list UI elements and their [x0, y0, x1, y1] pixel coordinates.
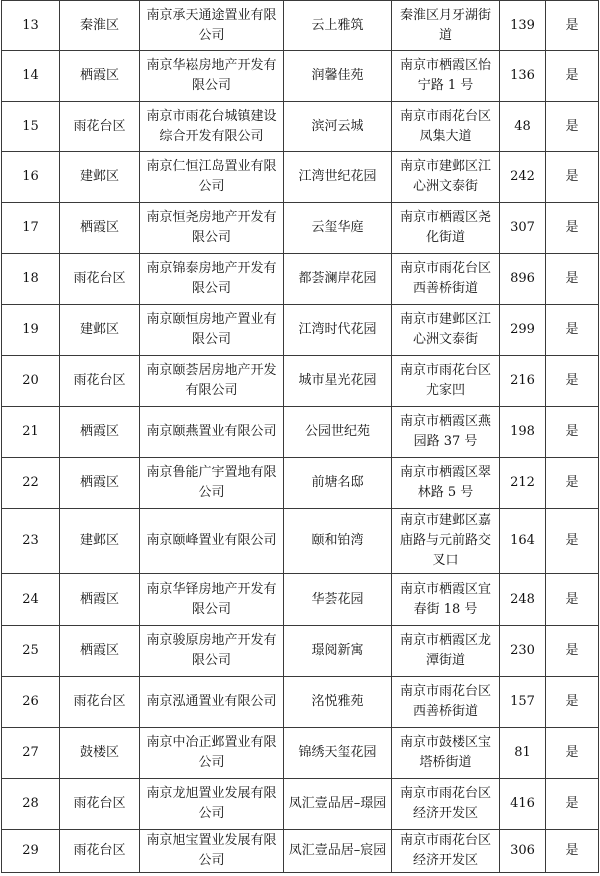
- table-row: [2, 305, 599, 356]
- developer-cell: 南京旭宝置业发展有限公司: [140, 830, 284, 873]
- developer-cell: 南京市雨花台城镇建设综合开发有限公司: [140, 102, 284, 152]
- developer-cell: 南京中冶正邺置业有限公司: [140, 728, 284, 779]
- table-row: [2, 728, 599, 779]
- district-cell: 雨花台区: [60, 254, 140, 305]
- housing-project-table: [1, 0, 599, 873]
- project-name-cell: 江湾世纪花园: [284, 152, 392, 203]
- status-cell: 是: [546, 574, 599, 626]
- district-cell: 建邺区: [60, 509, 140, 574]
- project-name-cell: 云上雅筑: [284, 1, 392, 51]
- project-name-cell: 城市星光花园: [284, 356, 392, 407]
- status-cell: 是: [546, 152, 599, 203]
- units-cell: 248: [500, 574, 546, 626]
- developer-cell: 南京华铎房地产开发有限公司: [140, 574, 284, 626]
- row-number-cell: 22: [2, 458, 60, 509]
- status-cell: 是: [546, 779, 599, 830]
- location-cell: 南京市雨花台区经济开发区: [392, 830, 500, 873]
- units-cell: 299: [500, 305, 546, 356]
- table-row: [2, 407, 599, 458]
- table-row: [2, 356, 599, 407]
- district-cell: 雨花台区: [60, 102, 140, 152]
- location-cell: 南京市雨花台区尤家凹: [392, 356, 500, 407]
- row-number-cell: 16: [2, 152, 60, 203]
- developer-cell: 南京龙旭置业发展有限公司: [140, 779, 284, 830]
- row-number-cell: 28: [2, 779, 60, 830]
- location-cell: 南京市雨花台区西善桥街道: [392, 677, 500, 728]
- district-cell: 雨花台区: [60, 830, 140, 873]
- location-cell: 南京市栖霞区燕园路 37 号: [392, 407, 500, 458]
- project-name-cell: 公园世纪苑: [284, 407, 392, 458]
- developer-cell: 南京泓通置业有限公司: [140, 677, 284, 728]
- units-cell: 242: [500, 152, 546, 203]
- row-number-cell: 13: [2, 1, 60, 51]
- units-cell: 416: [500, 779, 546, 830]
- table-row: [2, 254, 599, 305]
- status-cell: 是: [546, 458, 599, 509]
- developer-cell: 南京骏原房地产开发有限公司: [140, 626, 284, 677]
- project-name-cell: 前塘名邸: [284, 458, 392, 509]
- row-number-cell: 26: [2, 677, 60, 728]
- location-cell: 秦淮区月牙湖街道: [392, 1, 500, 51]
- location-cell: 南京市建邺区江心洲文泰街: [392, 305, 500, 356]
- project-name-cell: 云玺华庭: [284, 203, 392, 254]
- table-row: [2, 574, 599, 626]
- status-cell: 是: [546, 509, 599, 574]
- project-name-cell: 江湾时代花园: [284, 305, 392, 356]
- status-cell: 是: [546, 102, 599, 152]
- developer-cell: 南京颐燕置业有限公司: [140, 407, 284, 458]
- location-cell: 南京市雨花台区凤集大道: [392, 102, 500, 152]
- row-number-cell: 25: [2, 626, 60, 677]
- units-cell: 81: [500, 728, 546, 779]
- project-name-cell: 凤汇壹品居–璟园: [284, 779, 392, 830]
- developer-cell: 南京颐荟居房地产开发有限公司: [140, 356, 284, 407]
- units-cell: 198: [500, 407, 546, 458]
- project-name-cell: 璟阅新寓: [284, 626, 392, 677]
- row-number-cell: 27: [2, 728, 60, 779]
- location-cell: 南京市雨花台区经济开发区: [392, 779, 500, 830]
- status-cell: 是: [546, 407, 599, 458]
- table-body: [2, 1, 599, 873]
- developer-cell: 南京恒尧房地产开发有限公司: [140, 203, 284, 254]
- project-name-cell: 锦绣天玺花园: [284, 728, 392, 779]
- district-cell: 栖霞区: [60, 407, 140, 458]
- row-number-cell: 19: [2, 305, 60, 356]
- row-number-cell: 20: [2, 356, 60, 407]
- developer-cell: 南京颐峰置业有限公司: [140, 509, 284, 574]
- table-row: [2, 830, 599, 873]
- project-name-cell: 润馨佳苑: [284, 51, 392, 102]
- district-cell: 栖霞区: [60, 458, 140, 509]
- row-number-cell: 17: [2, 203, 60, 254]
- developer-cell: 南京华崧房地产开发有限公司: [140, 51, 284, 102]
- units-cell: 212: [500, 458, 546, 509]
- district-cell: 栖霞区: [60, 203, 140, 254]
- location-cell: 南京市建邺区嘉庙路与元前路交叉口: [392, 509, 500, 574]
- location-cell: 南京市雨花台区西善桥街道: [392, 254, 500, 305]
- district-cell: 建邺区: [60, 305, 140, 356]
- project-name-cell: 滨河云城: [284, 102, 392, 152]
- table-row: [2, 509, 599, 574]
- table-row: [2, 51, 599, 102]
- location-cell: 南京市栖霞区怡宁路 1 号: [392, 51, 500, 102]
- table-row: [2, 626, 599, 677]
- district-cell: 栖霞区: [60, 51, 140, 102]
- developer-cell: 南京仁恒江岛置业有限公司: [140, 152, 284, 203]
- row-number-cell: 23: [2, 509, 60, 574]
- district-cell: 雨花台区: [60, 677, 140, 728]
- project-name-cell: 凤汇壹品居–宸园: [284, 830, 392, 873]
- district-cell: 雨花台区: [60, 779, 140, 830]
- status-cell: 是: [546, 626, 599, 677]
- status-cell: 是: [546, 677, 599, 728]
- table-row: [2, 203, 599, 254]
- status-cell: 是: [546, 1, 599, 51]
- location-cell: 南京市鼓楼区宝塔桥街道: [392, 728, 500, 779]
- table-row: [2, 152, 599, 203]
- district-cell: 栖霞区: [60, 574, 140, 626]
- units-cell: 136: [500, 51, 546, 102]
- row-number-cell: 14: [2, 51, 60, 102]
- location-cell: 南京市栖霞区尧化街道: [392, 203, 500, 254]
- table-row: [2, 102, 599, 152]
- units-cell: 139: [500, 1, 546, 51]
- status-cell: 是: [546, 728, 599, 779]
- status-cell: 是: [546, 305, 599, 356]
- project-name-cell: 颐和铂湾: [284, 509, 392, 574]
- units-cell: 307: [500, 203, 546, 254]
- table-row: [2, 779, 599, 830]
- units-cell: 896: [500, 254, 546, 305]
- developer-cell: 南京鲁能广宇置地有限公司: [140, 458, 284, 509]
- units-cell: 230: [500, 626, 546, 677]
- units-cell: 48: [500, 102, 546, 152]
- district-cell: 建邺区: [60, 152, 140, 203]
- table-row: [2, 677, 599, 728]
- location-cell: 南京市建邺区江心洲文泰街: [392, 152, 500, 203]
- project-name-cell: 都荟澜岸花园: [284, 254, 392, 305]
- row-number-cell: 18: [2, 254, 60, 305]
- developer-cell: 南京锦泰房地产开发有限公司: [140, 254, 284, 305]
- location-cell: 南京市栖霞区龙潭街道: [392, 626, 500, 677]
- location-cell: 南京市栖霞区宜春街 18 号: [392, 574, 500, 626]
- district-cell: 鼓楼区: [60, 728, 140, 779]
- status-cell: 是: [546, 830, 599, 873]
- developer-cell: 南京承天通途置业有限公司: [140, 1, 284, 51]
- units-cell: 306: [500, 830, 546, 873]
- district-cell: 栖霞区: [60, 626, 140, 677]
- table-row: [2, 1, 599, 51]
- status-cell: 是: [546, 203, 599, 254]
- project-name-cell: 华荟花园: [284, 574, 392, 626]
- status-cell: 是: [546, 254, 599, 305]
- row-number-cell: 24: [2, 574, 60, 626]
- row-number-cell: 29: [2, 830, 60, 873]
- district-cell: 雨花台区: [60, 356, 140, 407]
- status-cell: 是: [546, 356, 599, 407]
- project-name-cell: 洺悦雅苑: [284, 677, 392, 728]
- row-number-cell: 21: [2, 407, 60, 458]
- row-number-cell: 15: [2, 102, 60, 152]
- table-row: [2, 458, 599, 509]
- status-cell: 是: [546, 51, 599, 102]
- units-cell: 157: [500, 677, 546, 728]
- location-cell: 南京市栖霞区翠林路 5 号: [392, 458, 500, 509]
- units-cell: 216: [500, 356, 546, 407]
- units-cell: 164: [500, 509, 546, 574]
- district-cell: 秦淮区: [60, 1, 140, 51]
- developer-cell: 南京颐恒房地产置业有限公司: [140, 305, 284, 356]
